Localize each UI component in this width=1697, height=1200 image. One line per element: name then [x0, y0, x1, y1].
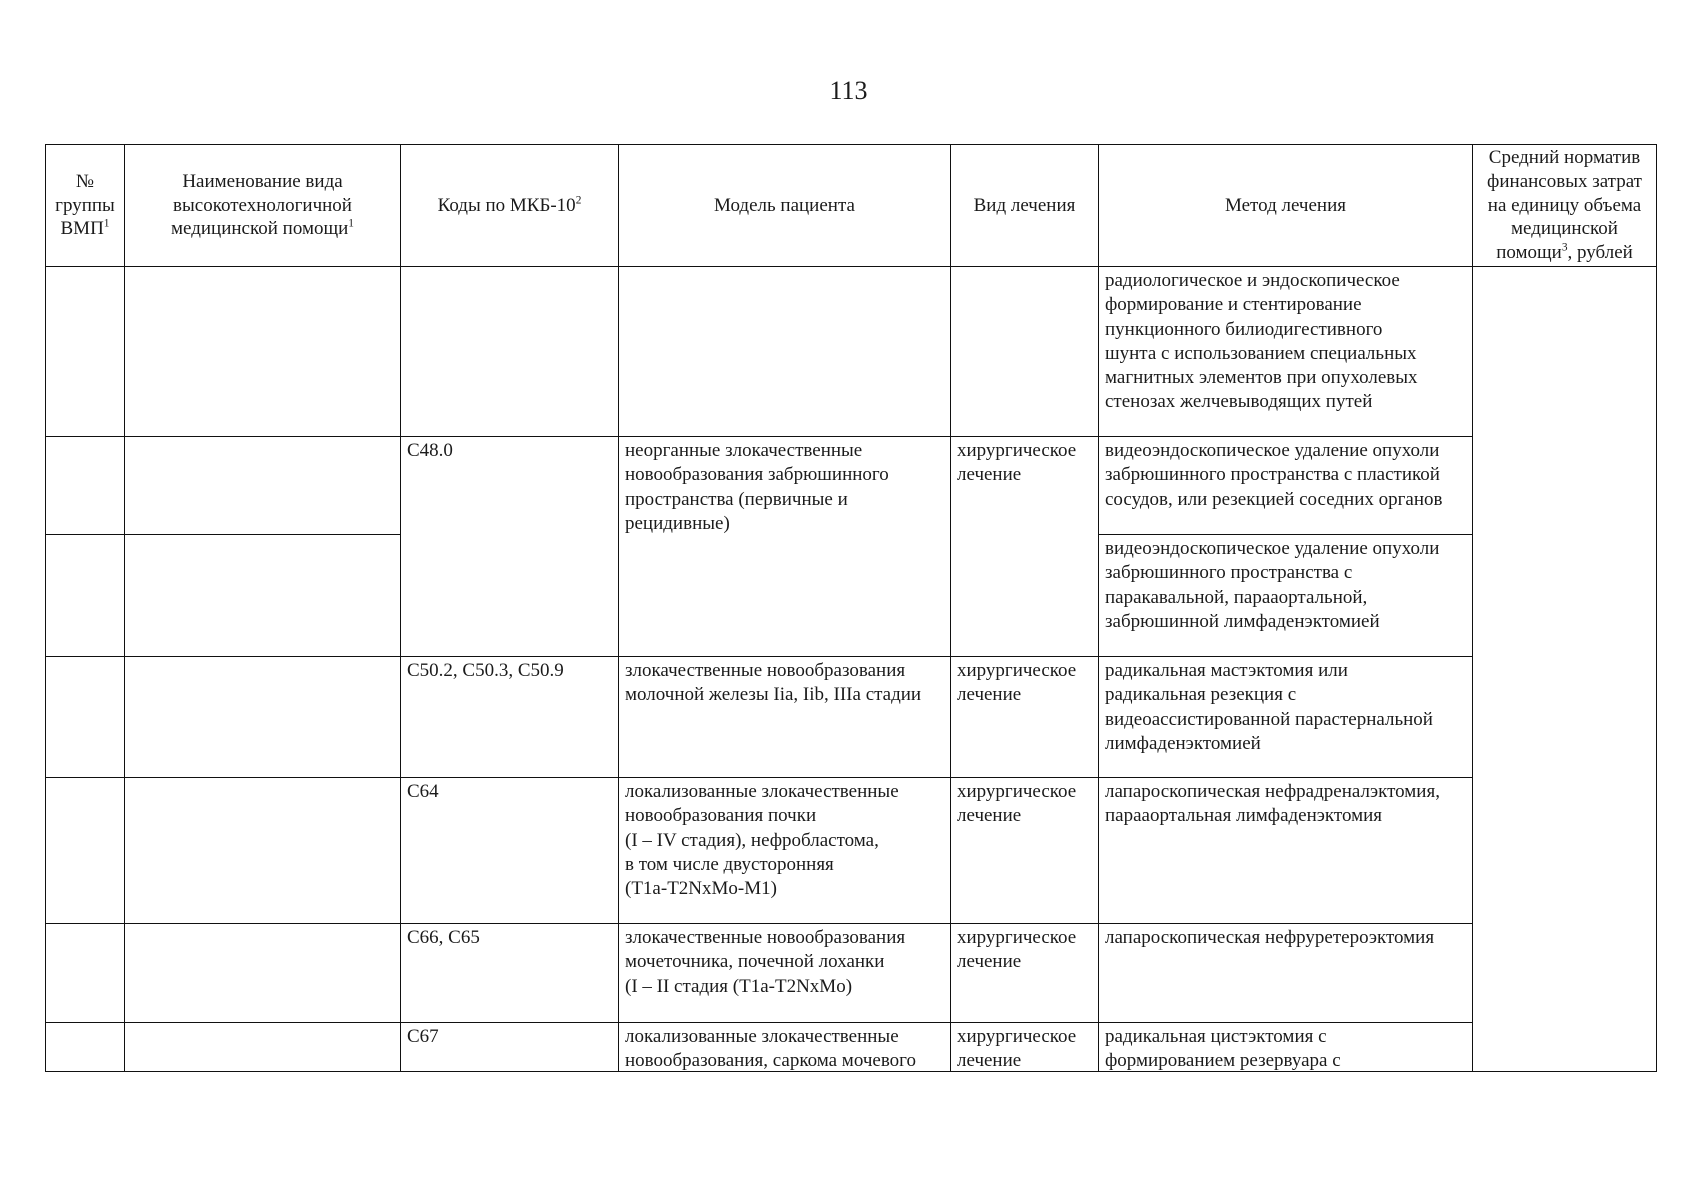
group-number-cell: [45, 1022, 125, 1072]
treatment-type-cell: [950, 923, 1099, 1023]
icd-codes-text: C67: [407, 1026, 439, 1047]
patient-model-text: злокачественные новообразования мочеточника, почечной лоханки (I – II стадия (T1a-T2NxMo): [625, 927, 906, 997]
patient-model-text: злокачественные новообразования молочной железы Iia, Iib, IIIa стадии: [625, 660, 922, 706]
header-average-cost-unit: , рублей: [1567, 242, 1633, 264]
header-treatment-type: [950, 144, 1099, 267]
header-hmp-name-text: Наименование вида высокотехнологичной медицинской помощи: [171, 170, 352, 240]
footnote-ref-2: 2: [575, 194, 582, 207]
header-icd-codes-text: Коды по МКБ-10: [437, 194, 576, 216]
group-number-cell: [45, 923, 125, 1023]
hmp-name-cell: [124, 436, 401, 535]
hmp-name-cell: [124, 266, 401, 437]
icd-codes-text: C50.2, C50.3, C50.9: [407, 660, 564, 681]
patient-model-cell: [618, 1022, 951, 1072]
treatment-method-cell: [1098, 1022, 1473, 1072]
icd-codes-text: C48.0: [407, 440, 453, 461]
footnote-ref-3: 3: [1561, 241, 1568, 254]
patient-model-cell: [618, 266, 951, 437]
patient-model-text: локализованные злокачественные новообразования, саркома мочевого: [625, 1026, 916, 1072]
treatment-type-cell: [950, 436, 1099, 657]
header-group-number-text: № группы ВМП: [55, 170, 115, 240]
average-cost-cell: [1472, 266, 1657, 1072]
hmp-name-cell: [124, 656, 401, 778]
patient-model-text: неорганные злокачественные новообразования забрюшинного пространства (первичные и рецидивные): [625, 440, 889, 534]
header-hmp-name-label: [171, 170, 354, 241]
header-treatment-type-label: Вид лечения: [973, 194, 1076, 216]
treatment-type-text: хирургическое лечение: [957, 660, 1077, 706]
icd-codes-text: C66, C65: [407, 927, 480, 948]
patient-model-cell: [618, 777, 951, 924]
treatment-method-text: радикальная мастэктомия или радикальная резекция с видеоассистированной парастернальной лимфаденэктомией: [1105, 660, 1433, 754]
treatment-type-text: хирургическое лечение: [957, 781, 1077, 827]
footnote-ref-1: 1: [103, 217, 110, 230]
patient-model-text: локализованные злокачественные новообразования почки (I – IV стадия), нефробластома, в том числе двусторонняя (T1a-T2NxMo-M1): [625, 781, 899, 900]
treatment-type-cell: [950, 777, 1099, 924]
treatment-type-cell: [950, 266, 1099, 437]
treatment-method-text: видеоэндоскопическое удаление опухоли забрюшинного пространства с пластикой сосудов, или резекцией соседних органов: [1105, 440, 1443, 510]
header-icd-codes: [400, 144, 619, 267]
header-treatment-method: [1098, 144, 1473, 267]
treatment-method-cell: [1098, 923, 1473, 1023]
header-average-cost: [1472, 144, 1657, 267]
hmp-name-cell: [124, 534, 401, 657]
header-treatment-method-label: Метод лечения: [1224, 194, 1346, 216]
group-number-cell: [45, 656, 125, 778]
icd-codes-cell: [400, 777, 619, 924]
group-number-cell: [45, 266, 125, 437]
treatment-type-text: хирургическое лечение: [957, 1026, 1077, 1072]
treatment-method-cell: [1098, 656, 1473, 778]
patient-model-cell: [618, 923, 951, 1023]
icd-codes-cell: [400, 1022, 619, 1072]
treatment-method-text: радикальная цистэктомия с формированием резервуара с: [1105, 1026, 1341, 1072]
header-icd-codes-label: [438, 194, 582, 218]
header-patient-model-label: Модель пациента: [714, 194, 855, 216]
icd-codes-cell: [400, 266, 619, 437]
group-number-cell: [45, 436, 125, 535]
header-group-number-label: [55, 170, 115, 241]
treatment-type-text: хирургическое лечение: [957, 927, 1077, 973]
treatment-method-text: лапароскопическая нефруретероэктомия: [1105, 927, 1435, 948]
treatment-method-text: радиологическое и эндоскопическое формирование и стентирование пункционного билиодигестивного шунта с использованием специальных магнитных элементов при опухолевых стенозах желчевыводящих путей: [1105, 270, 1418, 413]
icd-codes-cell: [400, 923, 619, 1023]
treatment-method-cell: [1098, 436, 1473, 535]
hmp-name-cell: [124, 1022, 401, 1072]
treatment-method-text: лапароскопическая нефрадреналэктомия, парааортальная лимфаденэктомия: [1105, 781, 1440, 827]
header-average-cost-label: [1487, 146, 1642, 265]
treatment-method-cell: [1098, 534, 1473, 657]
group-number-cell: [45, 534, 125, 657]
icd-codes-cell: [400, 656, 619, 778]
header-hmp-name: [124, 144, 401, 267]
treatment-type-text: хирургическое лечение: [957, 440, 1077, 486]
footnote-ref-1: 1: [348, 217, 354, 230]
treatment-method-cell: [1098, 777, 1473, 924]
icd-codes-text: C64: [407, 781, 439, 802]
page-number: 113: [829, 76, 868, 105]
treatment-method-cell: [1098, 266, 1473, 437]
patient-model-cell: [618, 436, 951, 657]
treatment-type-cell: [950, 1022, 1099, 1072]
icd-codes-cell: [400, 436, 619, 657]
header-group-number: [45, 144, 125, 267]
header-patient-model: [618, 144, 951, 267]
patient-model-cell: [618, 656, 951, 778]
hmp-name-cell: [124, 777, 401, 924]
hmp-name-cell: [124, 923, 401, 1023]
treatment-method-text: видеоэндоскопическое удаление опухоли забрюшинного пространства с паракавальной, парааортальной, забрюшинной лимфаденэктомией: [1105, 538, 1440, 632]
treatment-type-cell: [950, 656, 1099, 778]
header-average-cost-text: Средний норматив финансовых затрат на единицу объема медицинской помощи: [1487, 147, 1642, 264]
group-number-cell: [45, 777, 125, 924]
